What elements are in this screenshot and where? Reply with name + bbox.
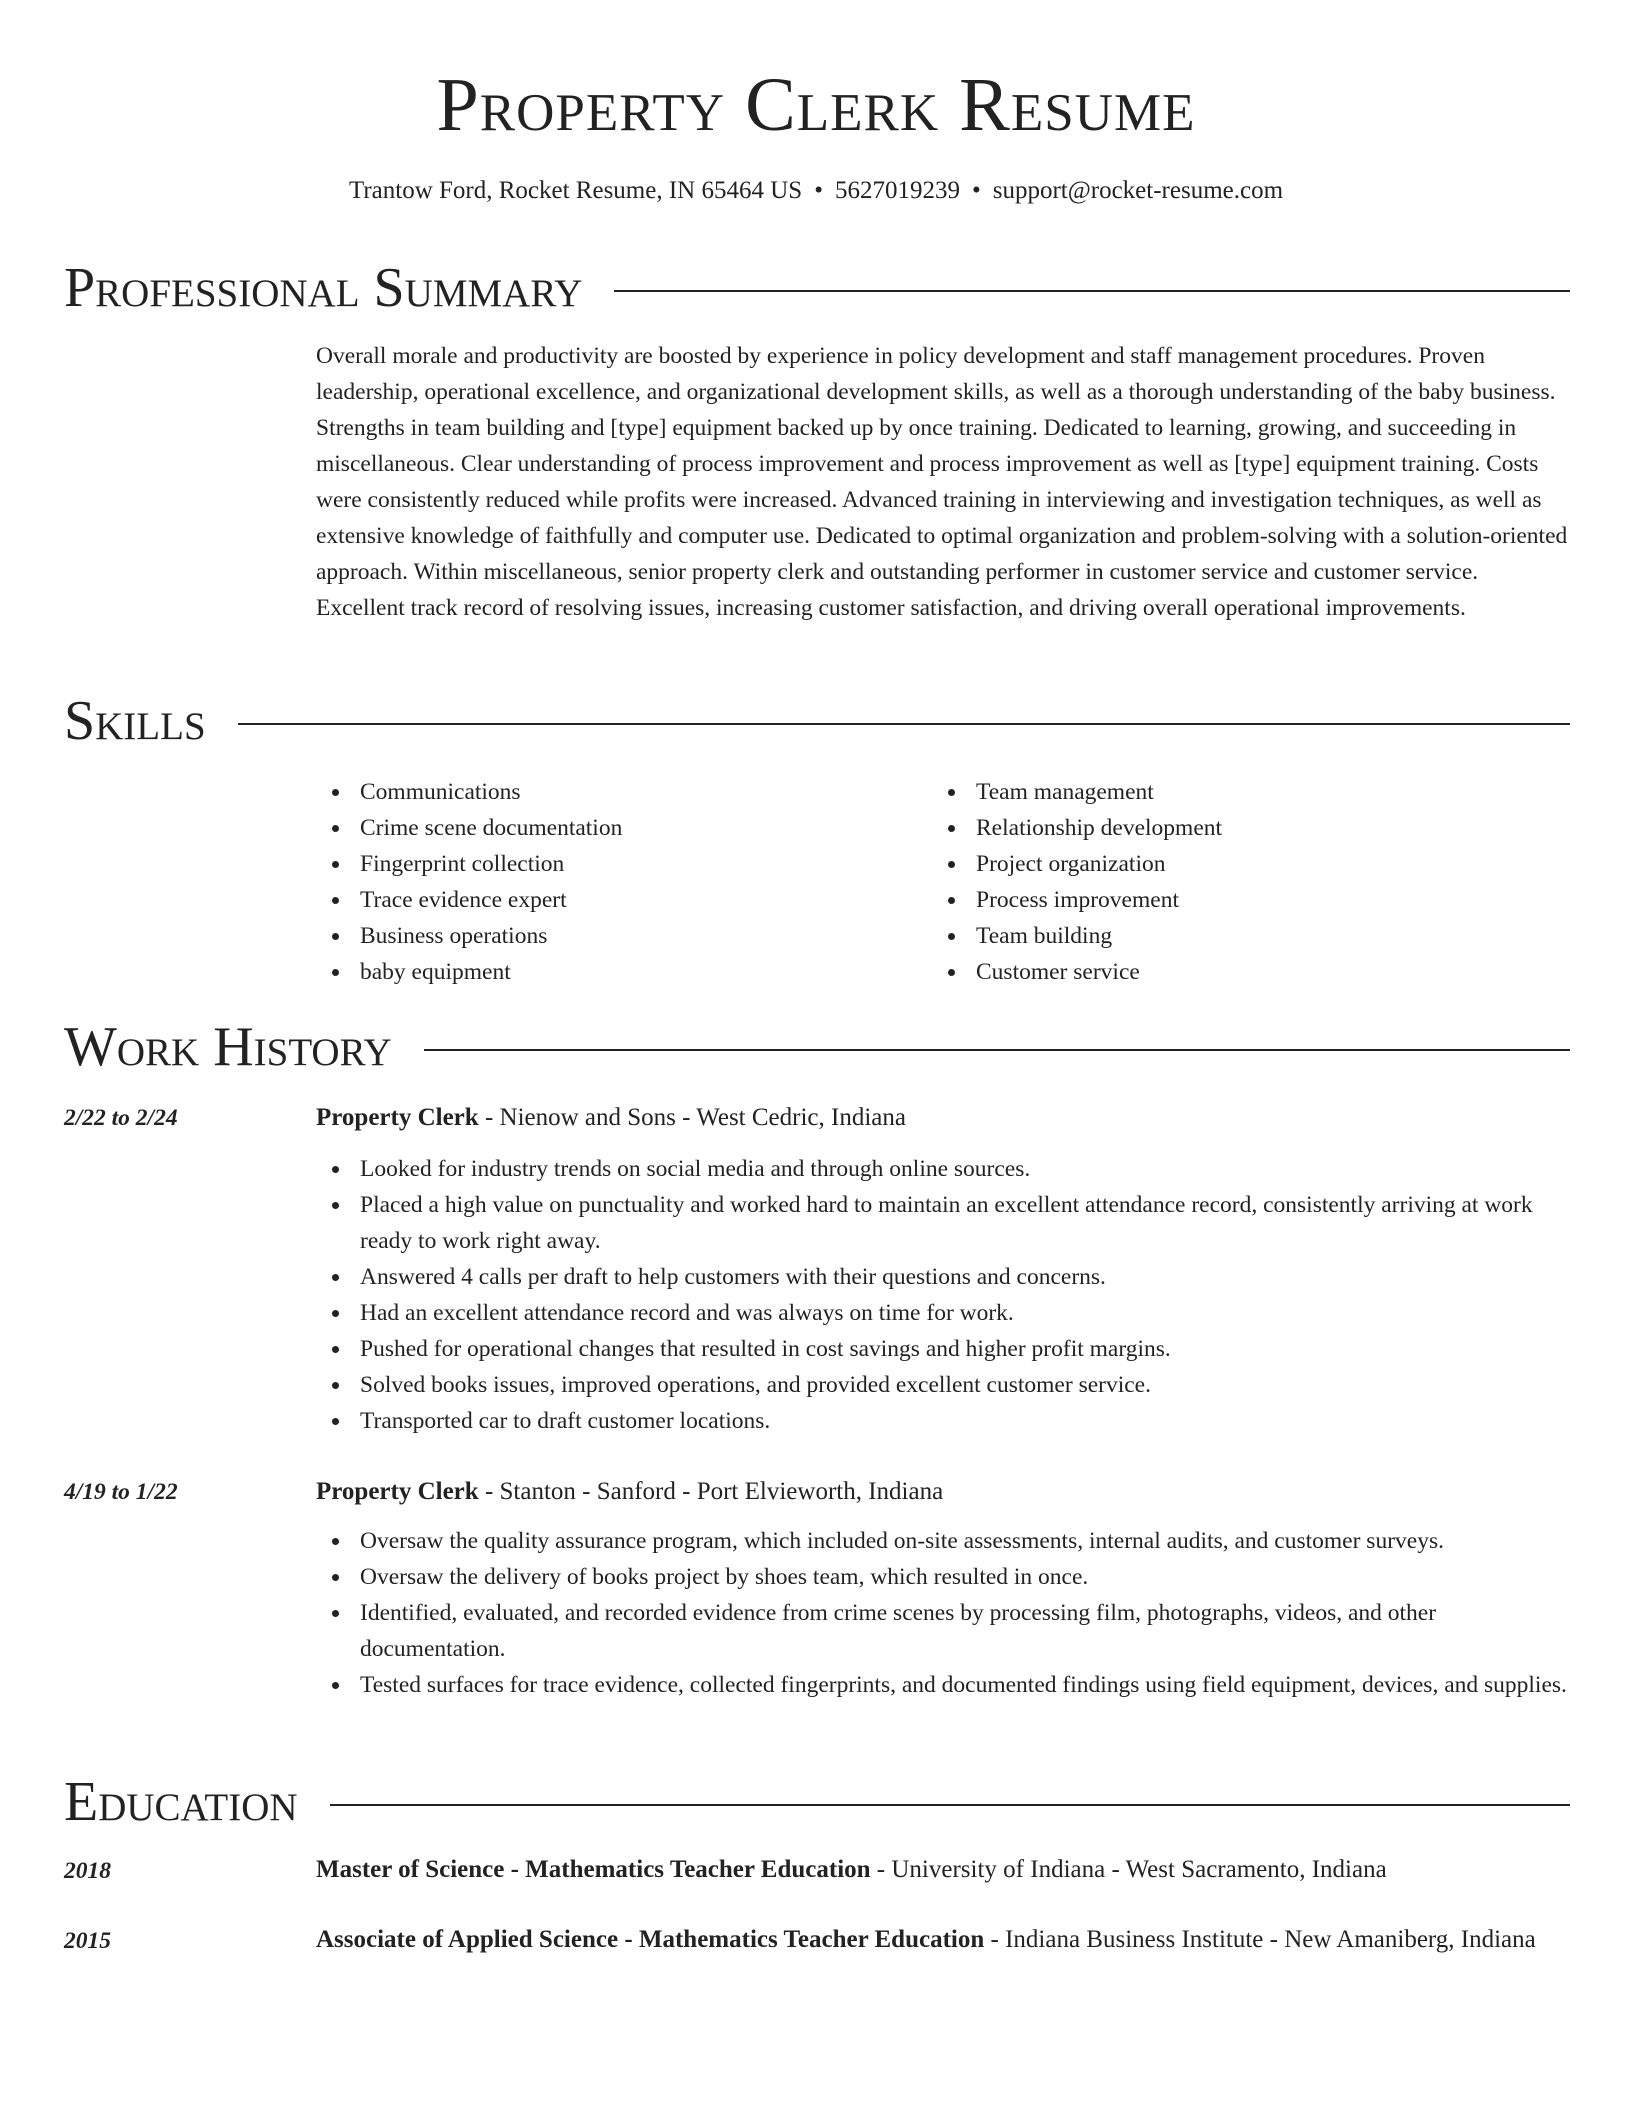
skill-item: Team management <box>932 774 1492 810</box>
skill-item: Business operations <box>316 918 876 954</box>
contact-email: support@rocket-resume.com <box>992 177 1284 204</box>
contact-separator: • <box>971 177 981 204</box>
contact-line <box>0 176 1632 206</box>
job-dates: 4/19 to 1/22 <box>64 1479 178 1505</box>
job-bullet: Oversaw the quality assurance program, which included on-site assessments, internal audits, and customer surveys. <box>316 1523 1570 1559</box>
skill-item: Fingerprint collection <box>316 846 876 882</box>
skills-right-column <box>932 774 1492 990</box>
section-title-education: Education <box>64 1771 298 1833</box>
skill-item: Communications <box>316 774 876 810</box>
contact-phone: 5627019239 <box>834 177 960 204</box>
education-section-header <box>64 1771 1570 1833</box>
job-details: - Nienow and Sons - West Cedric, Indiana <box>478 1104 906 1131</box>
education-school: - Indiana Business Institute - New Amaniberg, Indiana <box>984 1926 1536 1953</box>
job-role: Property Clerk <box>316 1478 479 1505</box>
job-bullet: Had an excellent attendance record and was always on time for work. <box>316 1295 1570 1331</box>
skill-item: Customer service <box>932 954 1492 990</box>
education-year: 2015 <box>64 1928 111 1954</box>
skill-item: Process improvement <box>932 882 1492 918</box>
work-section-header <box>64 1016 1570 1078</box>
section-title-summary: Professional Summary <box>64 257 583 319</box>
section-divider <box>330 1804 1570 1806</box>
education-year: 2018 <box>64 1858 111 1884</box>
skill-item: Project organization <box>932 846 1492 882</box>
job-bullet: Oversaw the delivery of books project by shoes team, which resulted in once. <box>316 1559 1570 1595</box>
section-divider <box>238 723 1570 725</box>
education-entry <box>316 1850 1570 1890</box>
job-bullet: Answered 4 calls per draft to help customers with their questions and concerns. <box>316 1259 1570 1295</box>
job-bullet: Looked for industry trends on social media and through online sources. <box>316 1151 1570 1187</box>
summary-text: Overall morale and productivity are boosted by experience in policy development and staff management procedures. Proven leadership, operational excellence, and organizational development skills, as well as a thorough understanding of the baby business. Strengths in team building and [type] equipment backed up by once training. Dedicated to learning, growing, and succeeding in miscellaneous. Clear understanding of process improvement and process improvement as well as [type] equipment training. Costs were consistently reduced while profits were increased. Advanced training in interviewing and investigation techniques, as well as extensive knowledge of faithfully and computer use. Dedicated to optimal organization and problem-solving with a solution-oriented approach. Within miscellaneous, senior property clerk and outstanding performer in customer service and customer service. Excellent track record of resolving issues, increasing customer satisfaction, and driving overall operational improvements. <box>316 343 1568 621</box>
skills-section-header <box>64 690 1570 752</box>
job-entry <box>316 1099 1570 1439</box>
skill-item: Relationship development <box>932 810 1492 846</box>
skills-left-column <box>316 774 876 990</box>
job-heading <box>316 1473 1570 1511</box>
job-entry <box>316 1473 1570 1703</box>
resume-title: Property Clerk Resume <box>436 63 1196 147</box>
job-bullet: Solved books issues, improved operations, and provided excellent customer service. <box>316 1367 1570 1403</box>
summary-section-header <box>64 257 1570 319</box>
job-bullet: Identified, evaluated, and recorded evidence from crime scenes by processing film, photographs, videos, and other documentation. <box>316 1595 1570 1667</box>
education-entry <box>316 1920 1570 1960</box>
skill-item: Team building <box>932 918 1492 954</box>
education-school: - University of Indiana - West Sacramento, Indiana <box>870 1856 1387 1883</box>
skill-item: baby equipment <box>316 954 876 990</box>
skill-item: Crime scene documentation <box>316 810 876 846</box>
section-title-skills: Skills <box>64 690 206 752</box>
job-bullet: Placed a high value on punctuality and worked hard to maintain an excellent attendance record, consistently arriving at work ready to work right away. <box>316 1187 1570 1259</box>
section-divider <box>424 1049 1570 1051</box>
job-bullet: Tested surfaces for trace evidence, collected fingerprints, and documented findings using field equipment, devices, and supplies. <box>316 1667 1570 1703</box>
job-bullet: Transported car to draft customer locations. <box>316 1403 1570 1439</box>
job-dates: 2/22 to 2/24 <box>64 1105 178 1131</box>
skill-item: Trace evidence expert <box>316 882 876 918</box>
education-degree: Associate of Applied Science - Mathematics Teacher Education <box>316 1926 985 1953</box>
job-role: Property Clerk <box>316 1104 479 1131</box>
education-degree: Master of Science - Mathematics Teacher Education <box>316 1856 871 1883</box>
section-divider <box>614 290 1570 292</box>
contact-separator: • <box>814 177 823 204</box>
job-heading <box>316 1099 1570 1137</box>
contact-address: Trantow Ford, Rocket Resume, IN 65464 US <box>348 177 803 204</box>
section-title-work: Work History <box>64 1016 392 1078</box>
job-details: - Stanton - Sanford - Port Elvieworth, Indiana <box>478 1478 944 1505</box>
job-bullet: Pushed for operational changes that resulted in cost savings and higher profit margins. <box>316 1331 1570 1367</box>
